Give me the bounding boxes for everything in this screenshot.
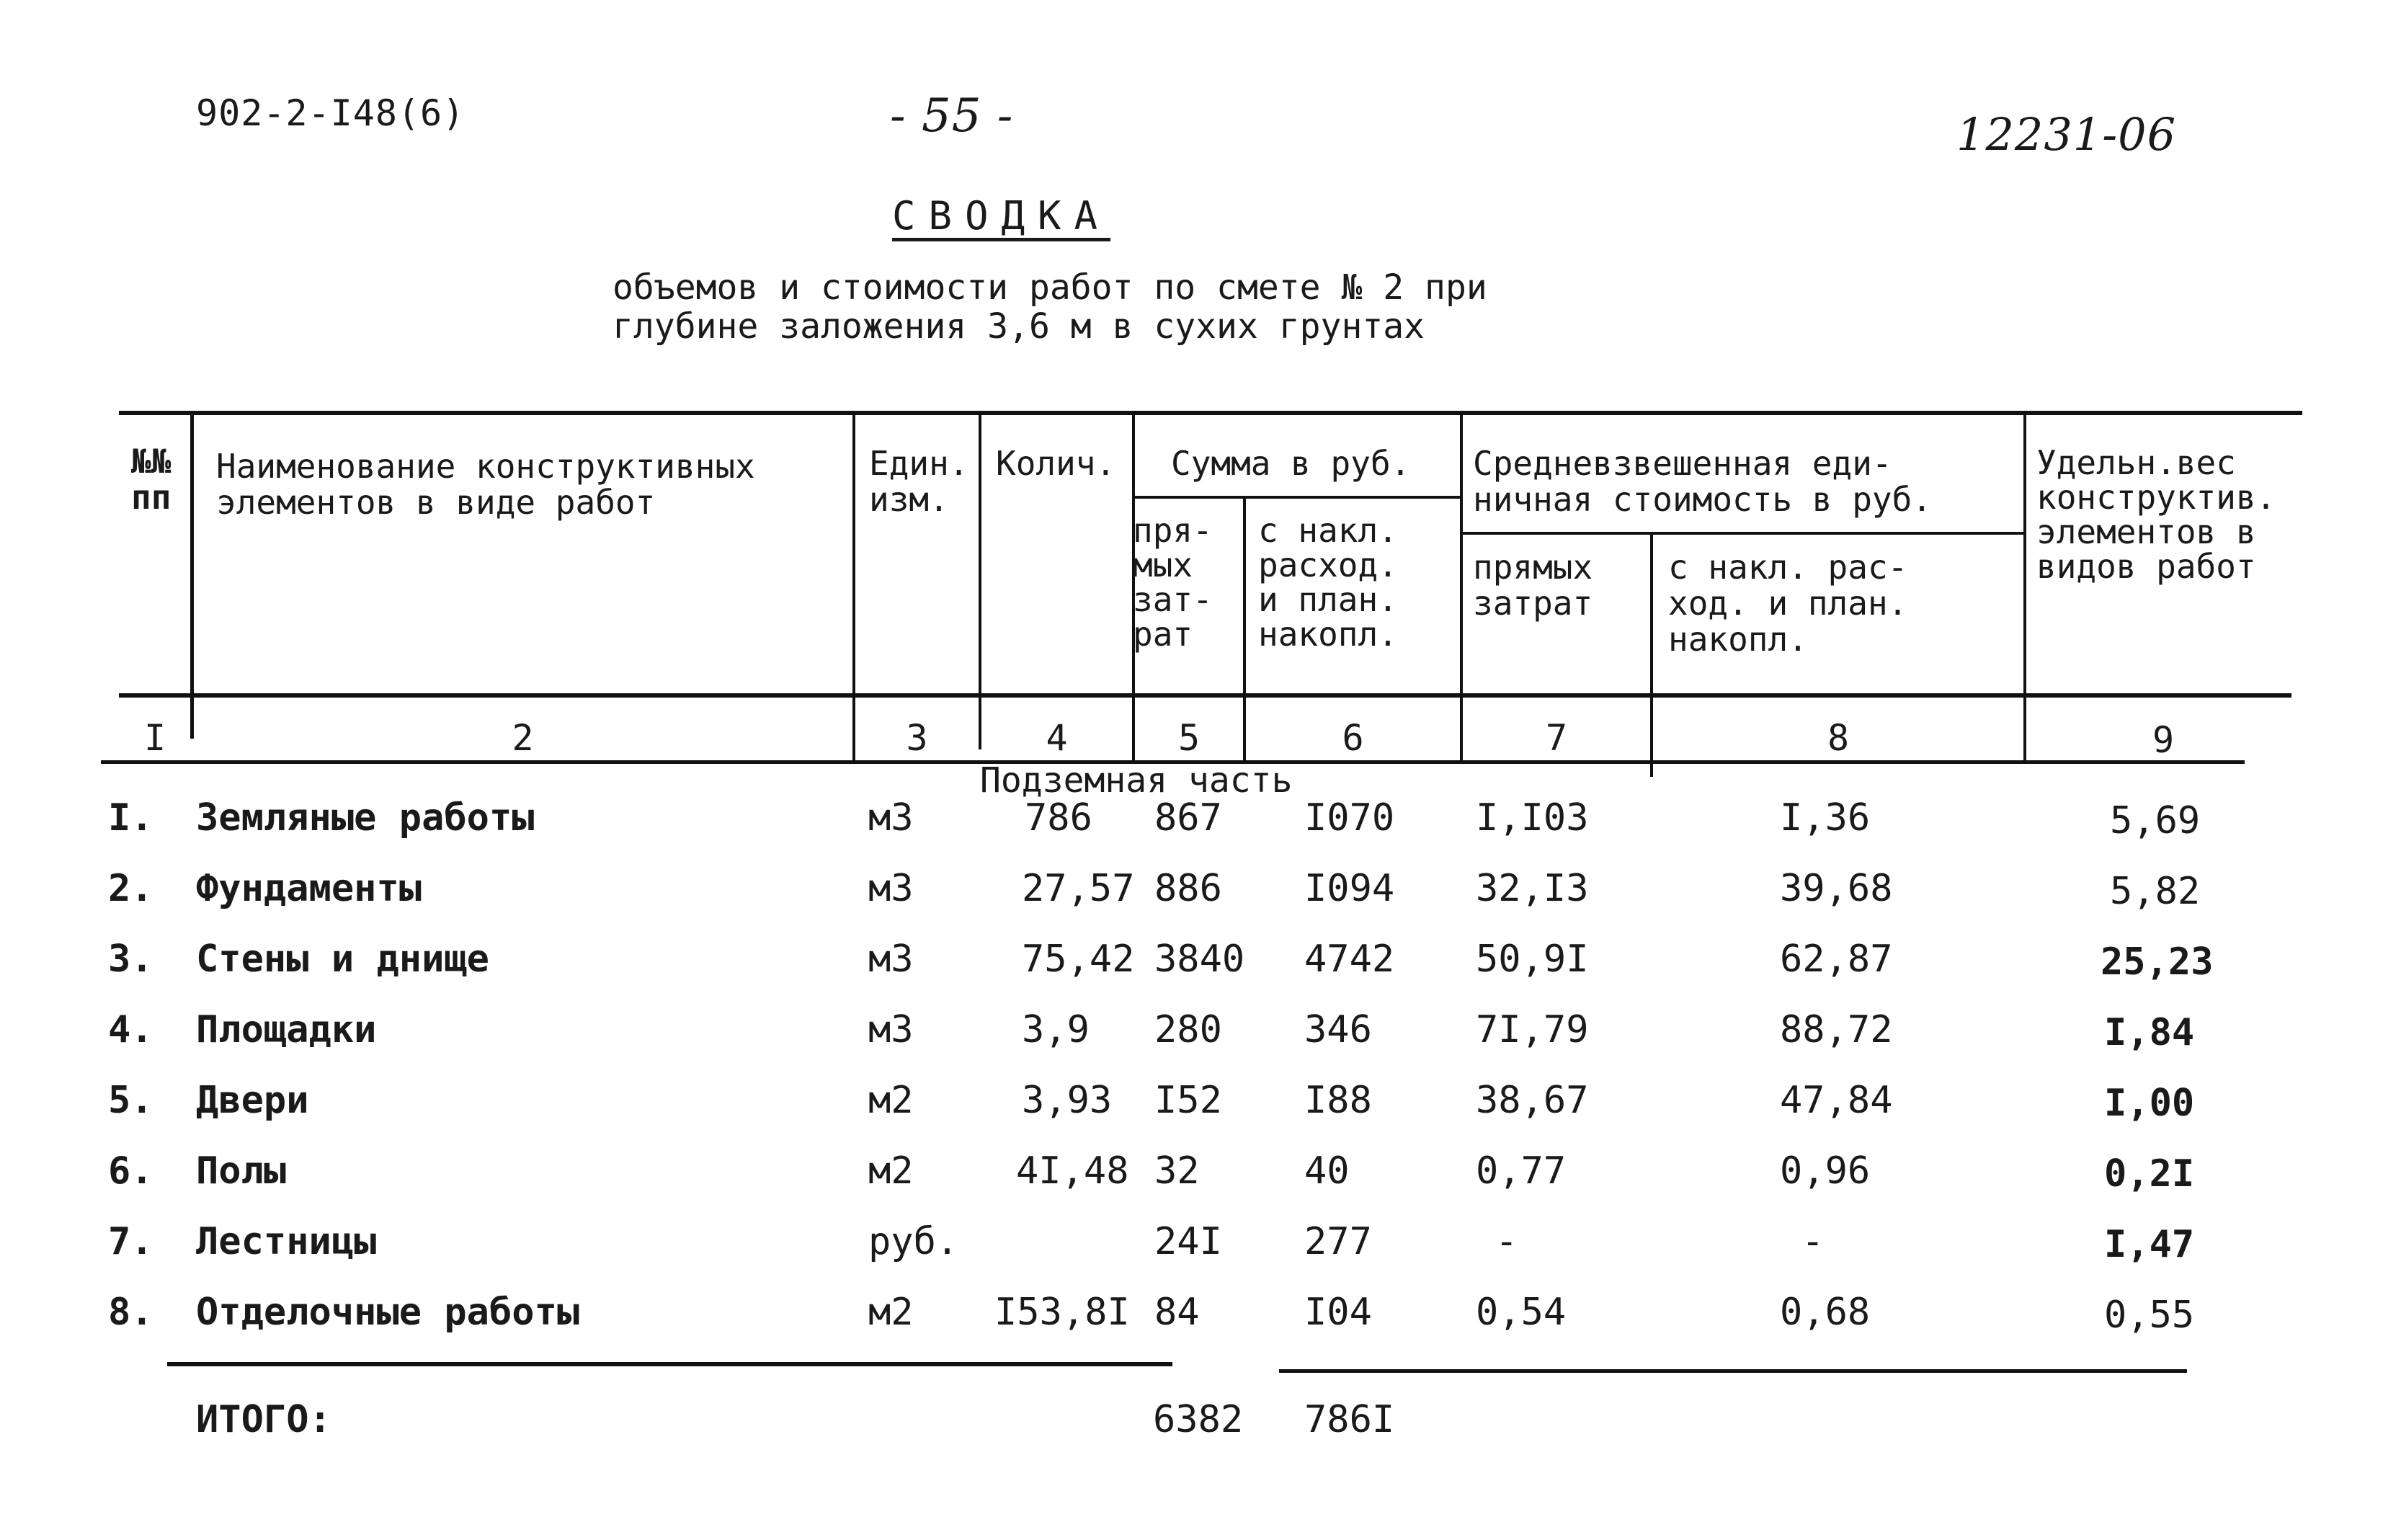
row-avg-direct: 0,54	[1476, 1291, 1567, 1334]
row-qty: 3,93	[1022, 1079, 1113, 1122]
column-number: 8	[1827, 717, 1850, 759]
table-row	[0, 1220, 2383, 1270]
column-number: 6	[1342, 717, 1364, 759]
row-unit: м3	[868, 796, 914, 840]
row-name: Лестницы	[196, 1220, 377, 1263]
section-label: Подземная часть	[980, 760, 1293, 801]
row-number: I.	[108, 796, 153, 840]
row-share: I,47	[2104, 1223, 2195, 1266]
row-unit: м3	[868, 938, 914, 981]
column-number: 4	[1046, 717, 1068, 759]
row-sum-overhead: I04	[1304, 1291, 1372, 1334]
header-avg-group: Средневзвешенная еди- ничная стоимость в руб.	[1473, 444, 1932, 519]
row-sum-direct: 3840	[1154, 938, 1245, 981]
header-avg-overhead: с накл. рас- ход. и план. накопл.	[1668, 548, 1908, 659]
row-avg-overhead: 0,96	[1780, 1149, 1871, 1193]
total-row	[0, 1398, 2383, 1448]
table-row	[0, 1149, 2383, 1200]
subtitle-line-1: объемов и стоимости работ по смете № 2 при	[613, 267, 1487, 308]
row-avg-direct: 0,77	[1476, 1149, 1567, 1193]
row-sum-direct: 84	[1154, 1291, 1200, 1334]
row-sum-direct: 886	[1154, 867, 1222, 910]
header-avg-direct: прямых затрат	[1473, 548, 1593, 623]
row-avg-direct: 32,I3	[1476, 867, 1589, 910]
row-avg-overhead: 39,68	[1780, 867, 1893, 910]
row-share: I,00	[2104, 1082, 2195, 1125]
row-name: Площадки	[196, 1008, 377, 1051]
total-sum-direct: 6382	[1153, 1398, 1244, 1441]
row-number: 5.	[108, 1079, 153, 1122]
header-name: Наименование конструктивных элементов в виде работ	[216, 447, 755, 522]
table-row	[0, 867, 2383, 917]
row-name: Фундаменты	[196, 867, 422, 910]
row-unit: м3	[868, 867, 914, 910]
row-name: Стены и днище	[196, 938, 489, 981]
row-number: 3.	[108, 938, 153, 981]
row-avg-overhead: 47,84	[1780, 1079, 1893, 1122]
subtitle-line-2: глубине заложения 3,6 м в сухих грунтах	[613, 306, 1425, 347]
row-name: Отделочные работы	[196, 1291, 580, 1334]
header-sum-group: Сумма в руб.	[1171, 444, 1411, 483]
row-sum-overhead: I070	[1304, 796, 1395, 840]
table-row	[0, 1079, 2383, 1129]
row-unit: руб.	[868, 1220, 959, 1263]
row-avg-direct: 7I,79	[1476, 1008, 1589, 1051]
column-number: I	[143, 717, 166, 759]
column-number: 3	[906, 717, 928, 759]
row-share: 0,55	[2104, 1294, 2195, 1337]
row-avg-overhead: 88,72	[1780, 1008, 1893, 1051]
row-sum-overhead: 277	[1304, 1220, 1372, 1263]
total-sum-overhead: 786I	[1304, 1398, 1395, 1441]
row-qty: 3,9	[1022, 1008, 1090, 1051]
row-unit: м2	[868, 1079, 914, 1122]
row-sum-direct: I52	[1154, 1079, 1222, 1122]
table-row	[0, 1291, 2383, 1341]
row-number: 8.	[108, 1291, 153, 1334]
row-unit: м3	[868, 1008, 914, 1051]
row-avg-overhead: I,36	[1780, 796, 1871, 840]
row-unit: м2	[868, 1291, 914, 1334]
header-unit: Един. изм.	[869, 444, 969, 519]
row-qty: 27,57	[1022, 867, 1135, 910]
row-share: 25,23	[2101, 940, 2214, 984]
row-name: Земляные работы	[196, 796, 535, 840]
row-number: 6.	[108, 1149, 153, 1193]
row-share: 5,69	[2110, 799, 2201, 842]
total-label: ИТОГО:	[196, 1398, 331, 1441]
row-share: 5,82	[2110, 870, 2201, 913]
row-name: Двери	[196, 1079, 309, 1122]
header-sum-overhead: с накл. расход. и план. накопл.	[1258, 511, 1398, 654]
row-share: 0,2I	[2104, 1152, 2195, 1196]
header-share: Удельн.вес конструктив. элементов в видов работ	[2036, 443, 2276, 586]
row-qty: 4I,48	[1016, 1149, 1129, 1193]
row-share: I,84	[2104, 1011, 2195, 1054]
header-qty: Колич.	[996, 444, 1116, 483]
column-number: 2	[512, 717, 534, 759]
row-sum-overhead: 40	[1304, 1149, 1350, 1193]
page-number: - 55 -	[890, 89, 1014, 143]
row-avg-overhead: -	[1801, 1220, 1825, 1263]
row-number: 2.	[108, 867, 153, 910]
row-qty: I53,8I	[994, 1291, 1130, 1334]
row-avg-direct: 38,67	[1476, 1079, 1589, 1122]
column-number: 9	[2152, 719, 2175, 761]
row-number: 7.	[108, 1220, 153, 1263]
header-num: №№ пп	[131, 442, 172, 517]
row-avg-overhead: 0,68	[1780, 1291, 1871, 1334]
page-title: СВОДКА	[892, 193, 1111, 239]
row-avg-direct: 50,9I	[1476, 938, 1589, 981]
row-qty: 786	[1025, 796, 1092, 840]
header-sum-direct: пря- мых зат- рат	[1133, 511, 1213, 654]
row-qty: 75,42	[1022, 938, 1135, 981]
row-sum-overhead: I88	[1304, 1079, 1372, 1122]
row-sum-direct: 867	[1154, 796, 1222, 840]
row-sum-overhead: I094	[1304, 867, 1395, 910]
row-sum-overhead: 346	[1304, 1008, 1372, 1051]
row-name: Полы	[196, 1149, 287, 1193]
table-row	[0, 796, 2383, 847]
archive-number: 12231-06	[1956, 108, 2177, 161]
row-avg-overhead: 62,87	[1780, 938, 1893, 981]
row-number: 4.	[108, 1008, 153, 1051]
row-sum-direct: 24I	[1154, 1220, 1222, 1263]
column-number: 7	[1545, 717, 1568, 759]
row-sum-overhead: 4742	[1304, 938, 1395, 981]
table-row	[0, 1008, 2383, 1059]
column-number: 5	[1177, 717, 1201, 759]
row-unit: м2	[868, 1149, 914, 1193]
document-code: 902-2-I48(6)	[196, 92, 466, 134]
row-avg-direct: I,I03	[1476, 796, 1589, 840]
row-sum-direct: 280	[1154, 1008, 1222, 1051]
table-row	[0, 938, 2383, 988]
row-sum-direct: 32	[1154, 1149, 1200, 1193]
row-avg-direct: -	[1495, 1220, 1518, 1263]
